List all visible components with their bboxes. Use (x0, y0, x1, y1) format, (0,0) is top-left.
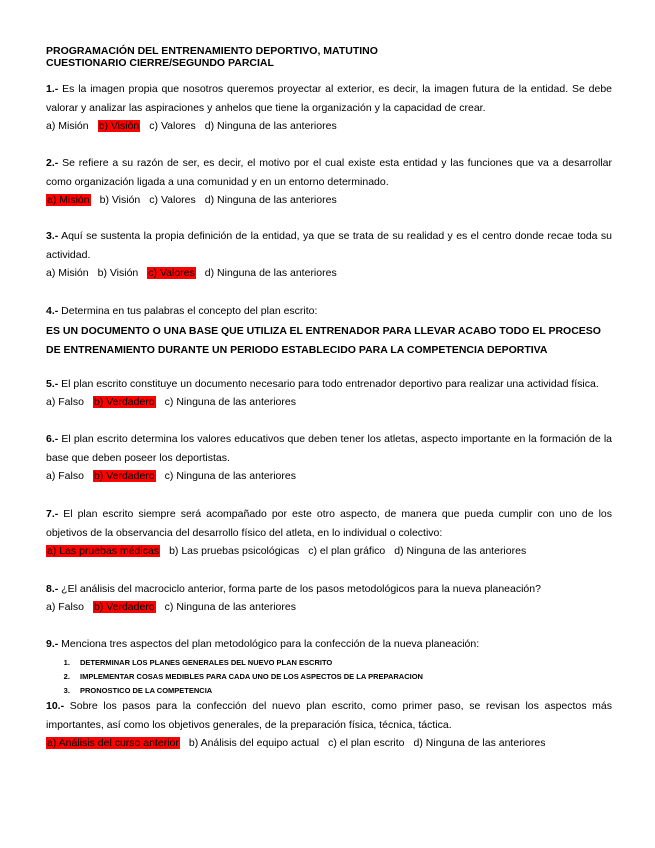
question-number: 10.- (46, 700, 65, 712)
question-number: 3.- (46, 230, 59, 242)
answer-list-item: 2. IMPLEMENTAR COSAS MEDIBLES PARA CADA UNO DE LOS ASPECTOS DE LA PREPARACION (72, 670, 612, 684)
header-title: PROGRAMACIÓN DEL ENTRENAMIENTO DEPORTIVO, MATUTINO (46, 45, 378, 57)
question-10 (46, 697, 612, 752)
question-stem (46, 635, 612, 654)
option: c) Valores (149, 120, 196, 132)
question-1 (46, 80, 612, 135)
question-3 (46, 227, 612, 282)
option-selected: c) Valores (148, 267, 195, 279)
option-selected: b) Visión (98, 120, 140, 132)
options-row (46, 394, 612, 411)
option: a) Misión (46, 267, 89, 279)
options-row (46, 543, 612, 560)
option: d) Ninguna de las anteriores (394, 545, 527, 557)
question-text: El plan escrito determina los valores educativos que deben tener los atletas, aspecto importante en la formación de la base que deben poseer los deportistas. (46, 433, 612, 464)
option: c) el plan escrito (328, 737, 405, 749)
question-text: ¿El análisis del macrociclo anterior, forma parte de los pasos metodológicos para la nueva planeación? (58, 583, 541, 595)
option: d) Ninguna de las anteriores (413, 737, 546, 749)
option-selected: b) Verdadero (93, 601, 155, 613)
option-selected: a) Análisis del curso anterior (47, 737, 179, 749)
option: b) Visión (99, 194, 141, 206)
options-row (46, 599, 612, 616)
question-text: Menciona tres aspectos del plan metodológico para la confección de la nueva planeación: (58, 638, 480, 650)
question-text: Se refiere a su razón de ser, es decir, el motivo por el cual existe esta entidad y las funciones que va a desarrollar como organización ligada a una comunidad y en un entorno determinado. (46, 157, 612, 188)
question-number: 2.- (46, 157, 59, 169)
question-6 (46, 430, 612, 485)
question-4 (46, 302, 612, 360)
option-selected: b) Verdadero (93, 396, 155, 408)
question-number: 8.- (46, 583, 59, 595)
question-text: Sobre los pasos para la confección del nuevo plan escrito, como primer paso, se revisan los aspectos más importantes, así como los objetivos generales, de la preparación física, técnica, táctica. (46, 700, 612, 731)
question-5 (46, 375, 612, 411)
header-subtitle: CUESTIONARIO CIERRE/SEGUNDO PARCIAL (46, 57, 274, 69)
question-number: 5.- (46, 378, 59, 390)
question-number: 7.- (46, 508, 59, 520)
options-row (46, 192, 612, 209)
question-8 (46, 580, 612, 616)
question-text: Es la imagen propia que nosotros queremos proyectar al exterior, es decir, la imagen futura de la entidad. Se debe valorar y analizar las aspiraciones y anhelos que tiene la organización y la capacidad de crear. (46, 83, 612, 114)
option: d) Ninguna de las anteriores (204, 120, 337, 132)
option: a) Falso (46, 396, 84, 408)
question-stem (46, 430, 612, 468)
question-stem (46, 154, 612, 192)
answer-list (46, 656, 612, 698)
question-stem (46, 375, 612, 394)
options-row (46, 118, 612, 135)
written-answer: ES UN DOCUMENTO O UNA BASE QUE UTILIZA EL ENTRENADOR PARA LLEVAR ACABO TODO EL PROCESO DE ENTRENAMIENTO DURANTE UN PERIODO ESTABLECIDO PARA LA COMPETENCIA DEPORTIVA (46, 325, 601, 356)
document-header (46, 45, 378, 69)
question-stem (46, 505, 612, 543)
question-text: El plan escrito constituye un documento necesario para todo entrenador deportivo para realizar una actividad física. (58, 378, 599, 390)
options-row (46, 468, 612, 485)
question-number: 6.- (46, 433, 59, 445)
question-number: 4.- (46, 305, 59, 317)
option: a) Falso (46, 470, 84, 482)
option-selected: a) Misión (47, 194, 90, 206)
option: b) Las pruebas psicológicas (169, 545, 300, 557)
options-row (46, 735, 612, 752)
question-text: El plan escrito siempre será acompañado por este otro aspecto, de manera que pueda cumplir con uno de los objetivos de la observancia del desarrollo físico del atleta, en lo individual o colectivo: (46, 508, 612, 539)
question-text: Determina en tus palabras el concepto del plan escrito: (58, 305, 318, 317)
option: d) Ninguna de las anteriores (204, 194, 337, 206)
question-7 (46, 505, 612, 560)
question-text: Aquí se sustenta la propia definición de la entidad, ya que se trata de su realidad y es el centro donde recae toda su actividad. (46, 230, 612, 261)
option: a) Falso (46, 601, 84, 613)
option: c) Ninguna de las anteriores (164, 470, 296, 482)
answer-list-item: 3. PRONOSTICO DE LA COMPETENCIA (72, 684, 612, 698)
option: b) Análisis del equipo actual (188, 737, 320, 749)
question-number: 1.- (46, 83, 59, 95)
option-selected: b) Verdadero (93, 470, 155, 482)
answer-list-item: 1. DETERMINAR LOS PLANES GENERALES DEL NUEVO PLAN ESCRITO (72, 656, 612, 670)
question-number: 9.- (46, 638, 59, 650)
options-row (46, 265, 612, 282)
option: c) el plan gráfico (308, 545, 386, 557)
option: c) Valores (149, 194, 196, 206)
option: c) Ninguna de las anteriores (164, 601, 296, 613)
question-stem (46, 697, 612, 735)
option: c) Ninguna de las anteriores (164, 396, 296, 408)
question-stem (46, 302, 612, 321)
option: d) Ninguna de las anteriores (204, 267, 337, 279)
option: b) Visión (97, 267, 139, 279)
question-stem (46, 227, 612, 265)
option: a) Misión (46, 120, 89, 132)
question-stem (46, 80, 612, 118)
question-stem (46, 580, 612, 599)
question-2 (46, 154, 612, 209)
question-9 (46, 635, 612, 698)
option-selected: a) Las pruebas médicas (47, 545, 160, 557)
